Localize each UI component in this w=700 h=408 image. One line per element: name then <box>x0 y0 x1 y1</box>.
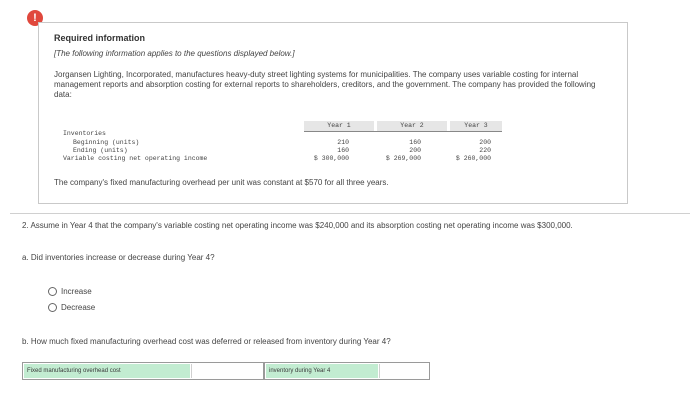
question-part-b: b. How much fixed manufacturing overhead cost was deferred or released from inventory during Year 4? <box>22 337 391 346</box>
inventory-field-label: inventory during Year 4 <box>266 364 378 378</box>
option-decrease[interactable] <box>48 303 95 312</box>
table-cell: 210 <box>337 139 349 146</box>
info-note: The company's fixed manufacturing overhead per unit was constant at $570 for all three years. <box>54 178 389 187</box>
table-cell: 160 <box>409 139 421 146</box>
option-increase[interactable] <box>48 287 92 296</box>
table-header-rule <box>304 131 502 132</box>
option-increase-label[interactable]: Increase <box>61 287 92 296</box>
info-paragraph: Jorgansen Lighting, Incorporated, manufactures heavy-duty street lighting systems for municipalities. The company uses variable costing for internal management reports and absorption costing for external reports to shareholders, creditors, and the government. The company has provided the following data: <box>54 70 596 99</box>
info-subtitle: [The following information applies to the questions displayed below.] <box>54 49 295 58</box>
table-row-label: Beginning (units) <box>73 139 140 146</box>
table-cell: 200 <box>409 147 421 154</box>
table-cell: $ 260,000 <box>455 155 491 162</box>
question-part-a: a. Did inventories increase or decrease during Year 4? <box>22 253 215 262</box>
table-header-year-3: Year 3 <box>450 121 502 131</box>
table-section-label: Inventories <box>63 130 106 137</box>
radio-button-decrease[interactable] <box>48 303 57 312</box>
info-title: Required information <box>54 33 146 43</box>
table-header-year-2: Year 2 <box>377 121 447 131</box>
option-decrease-label[interactable]: Decrease <box>61 303 96 312</box>
alert-icon: ! <box>27 10 43 26</box>
section-divider <box>10 213 690 214</box>
table-cell: $ 300,000 <box>313 155 349 162</box>
fixed-overhead-answer-row <box>22 362 264 380</box>
table-row-label: Ending (units) <box>73 147 128 154</box>
table-cell: 220 <box>479 147 491 154</box>
question-2-text: 2. Assume in Year 4 that the company's variable costing net operating income was $240,000 and its absorption costing net operating income was $300,000. <box>22 221 573 230</box>
radio-button-increase[interactable] <box>48 287 57 296</box>
table-cell: 160 <box>337 147 349 154</box>
table-cell: 200 <box>479 139 491 146</box>
table-cell: $ 269,000 <box>385 155 421 162</box>
table-row-label: Variable costing net operating income <box>63 155 208 162</box>
table-header-year-1: Year 1 <box>304 121 374 131</box>
fixed-overhead-amount-input[interactable] <box>191 364 262 378</box>
inventory-answer-row <box>264 362 430 380</box>
required-information-panel <box>38 22 628 204</box>
fixed-overhead-field-label: Fixed manufacturing overhead cost <box>24 364 190 378</box>
deferred-released-input[interactable] <box>379 364 428 378</box>
